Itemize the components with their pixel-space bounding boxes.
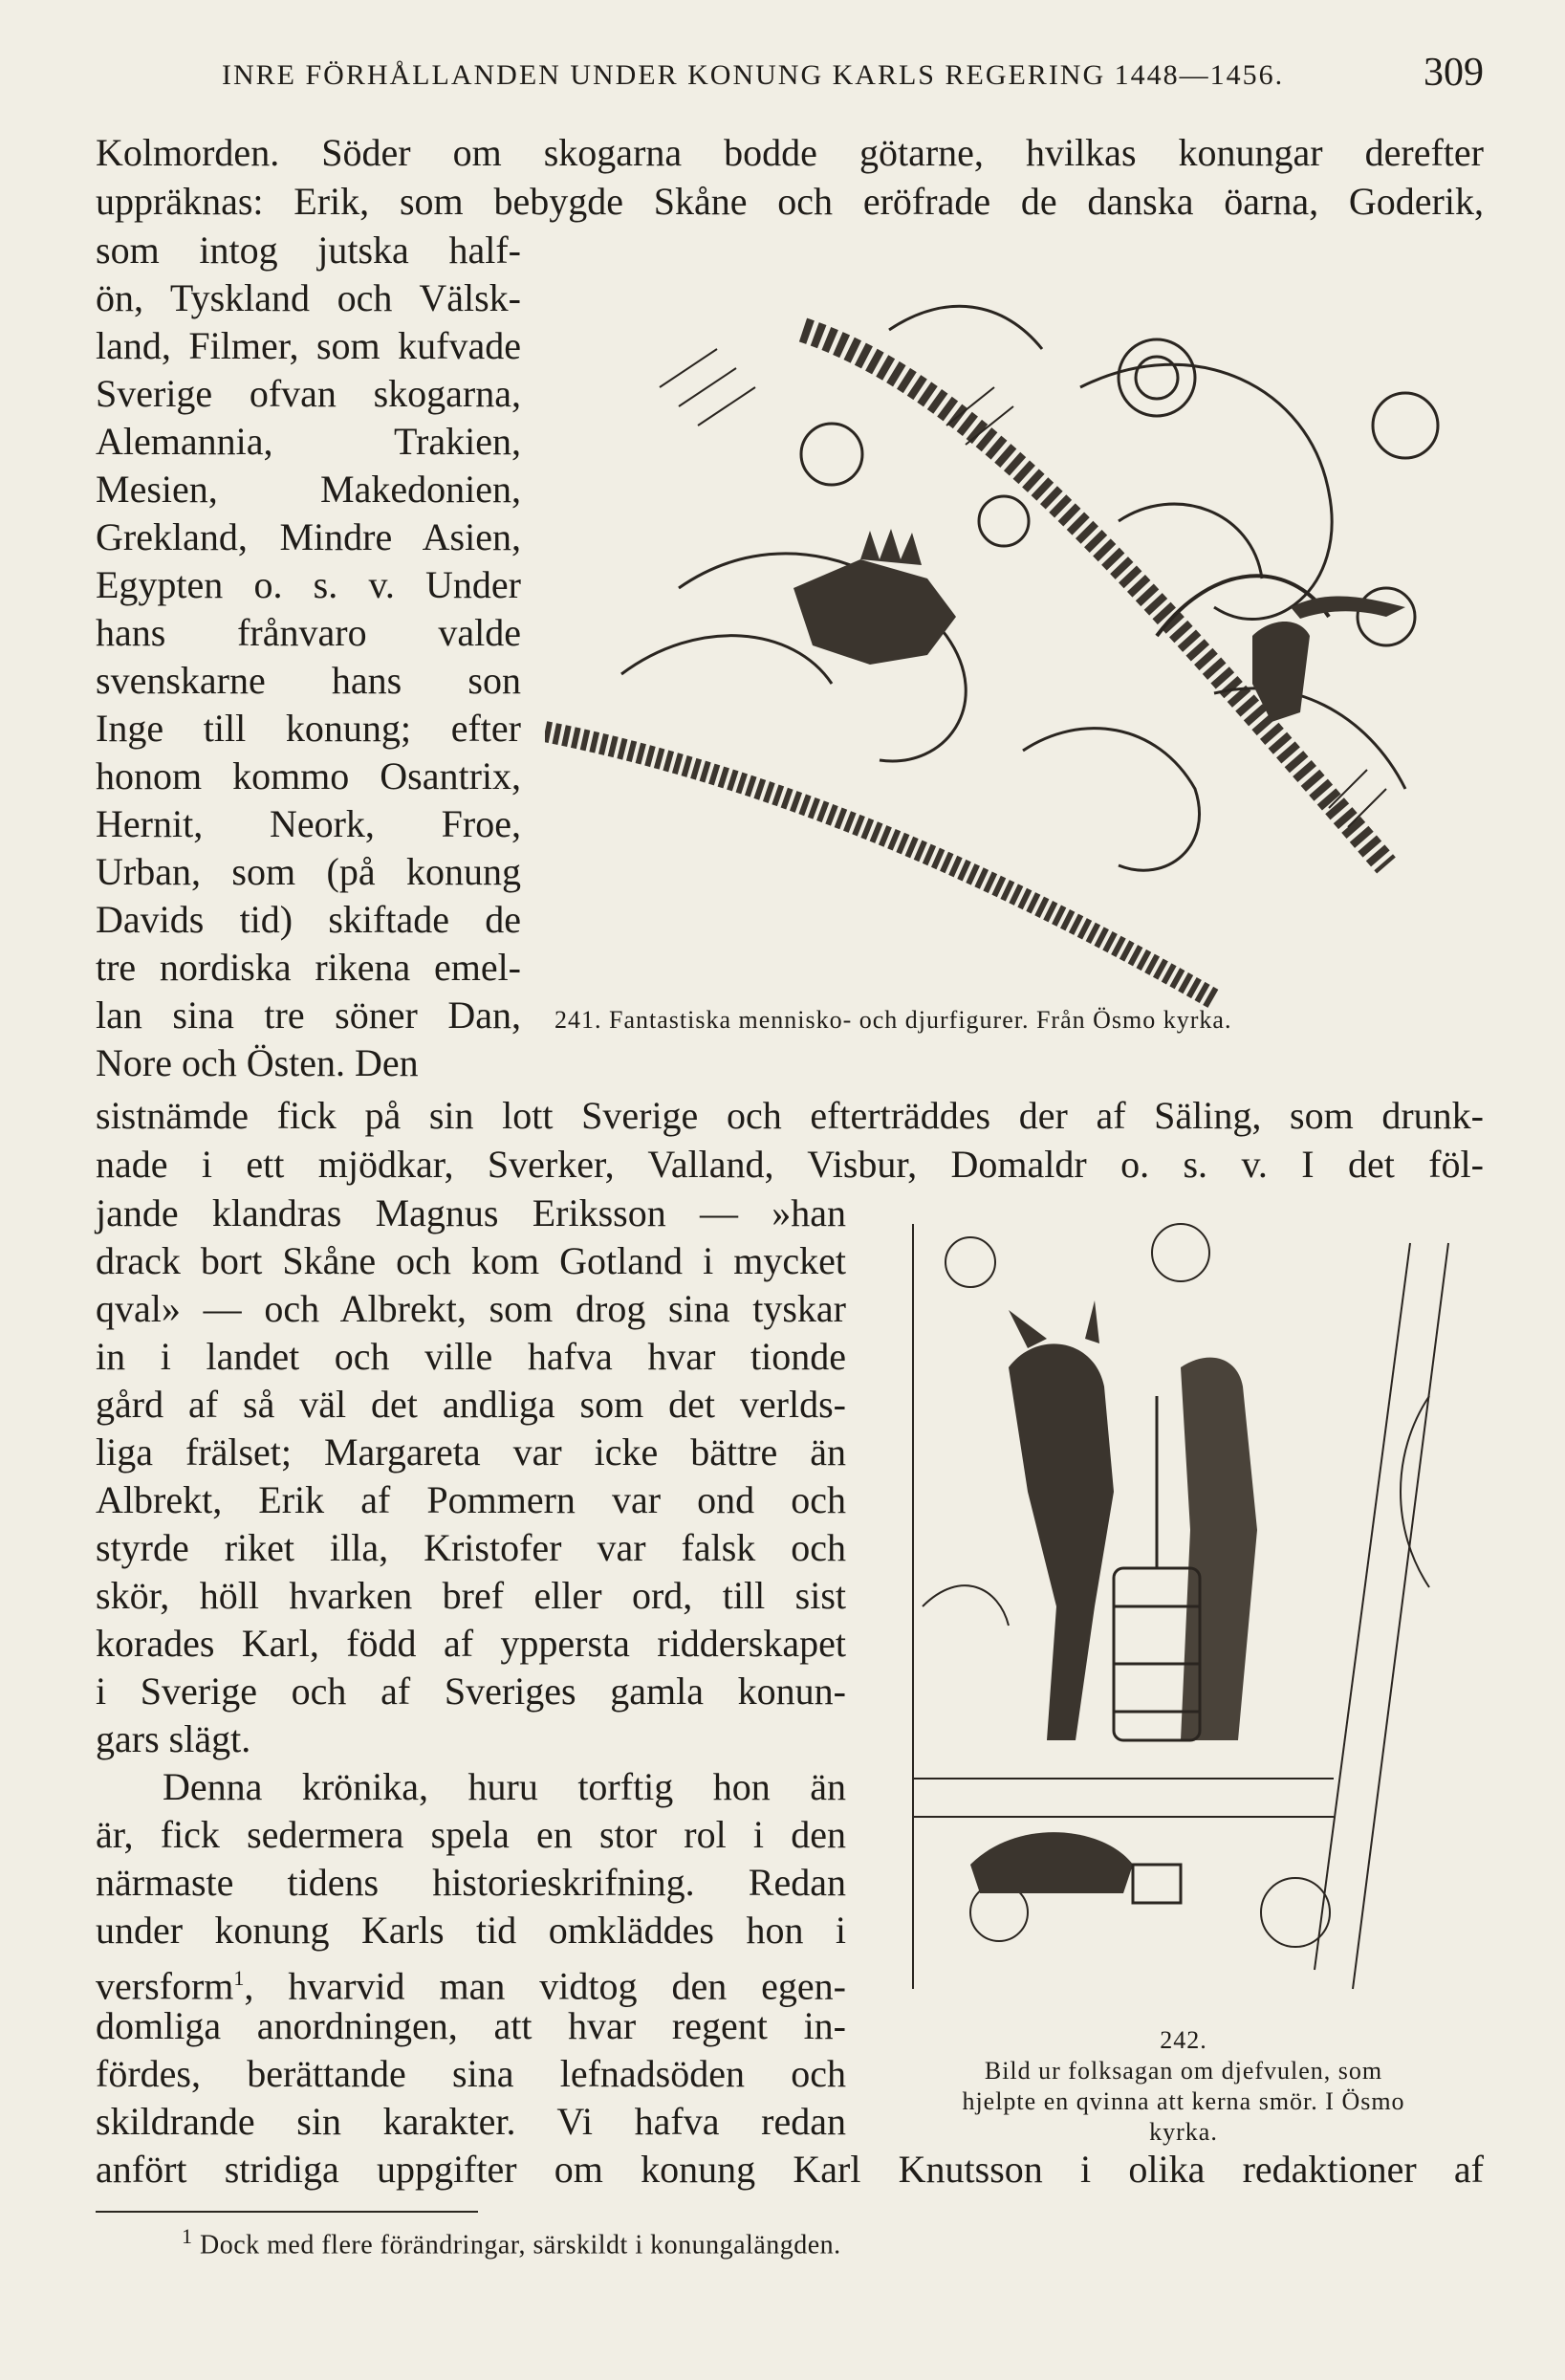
caption-line xyxy=(878,2025,1489,2086)
diagonal-band xyxy=(545,731,1214,999)
text-line: Grekland, Mindre Asien, xyxy=(96,515,521,558)
figure-number: 242. xyxy=(1160,2026,1207,2054)
text-line: drack bort Skåne och kom Gotland i mycket xyxy=(96,1239,846,1282)
scroll-vine xyxy=(621,636,832,684)
rosette xyxy=(1136,357,1178,399)
text-line: gård af så väl det andliga som det verlds- xyxy=(96,1383,846,1426)
text-line: fördes, berättande sina lefnadsöden och xyxy=(96,2052,846,2095)
scroll-vine xyxy=(1214,688,1405,789)
devil-figure xyxy=(1009,1343,1114,1740)
figure-242-illustration xyxy=(894,1205,1467,2018)
text-line: lan sina tre söner Dan, xyxy=(96,993,521,1037)
text-line: korades Karl, född af yppersta ridderskapet xyxy=(96,1622,846,1665)
text-line: Davids tid) skiftade de xyxy=(96,898,521,941)
text-line: Alemannia, Trakien, xyxy=(96,420,521,463)
footnote-marker: 1 xyxy=(182,2224,193,2248)
rosette xyxy=(1152,1224,1209,1281)
rosette xyxy=(801,424,862,485)
scroll-vine xyxy=(1119,504,1262,579)
text-line: närmaste tidens historieskrifning. Redan xyxy=(96,1861,846,1904)
caption-line: hjelpte en qvinna att kerna smör. I Ösmo xyxy=(962,2087,1405,2115)
caption-text: Fantastiska mennisko- och djurfigurer. Från Ösmo kyrka. xyxy=(609,1006,1232,1034)
text-line: Inge till konung; efter xyxy=(96,707,521,750)
figure-241-caption xyxy=(554,1006,1231,1035)
text-line: land, Filmer, som kufvade xyxy=(96,324,521,367)
beast-figure xyxy=(793,559,956,665)
figure-241-illustration xyxy=(545,273,1463,1009)
page-number: 309 xyxy=(1424,51,1484,95)
running-title: INRE FÖRHÅLLANDEN UNDER KONUNG KARLS REGERING 1448—1456. xyxy=(222,59,1285,91)
text-line: sistnämde fick på sin lott Sverige och efterträddes der af Säling, som drunk- xyxy=(96,1094,1484,1137)
text-line: domliga anordningen, att hvar regent in- xyxy=(96,2004,846,2047)
text-line: Sverige ofvan skogarna, xyxy=(96,372,521,415)
text-line: Hernit, Neork, Froe, xyxy=(96,802,521,845)
text-line: hans frånvaro valde xyxy=(96,611,521,654)
text-line: in i landet och ville hafva hvar tionde xyxy=(96,1335,846,1378)
rosette xyxy=(946,1237,995,1287)
leaf-hatching xyxy=(660,349,755,426)
rosette xyxy=(1373,393,1438,458)
text-line: Urban, som (på konung xyxy=(96,850,521,893)
leaf-hatching xyxy=(1329,770,1386,827)
text-line: svenskarne hans son xyxy=(96,659,521,702)
floor-band xyxy=(913,1779,1334,1817)
devil-horns xyxy=(1009,1300,1099,1348)
text-line: Nore och Östen. Den xyxy=(96,1041,419,1084)
text-line: Denna krönika, huru torftig hon än xyxy=(163,1765,846,1808)
text-line: jande klandras Magnus Eriksson — »han xyxy=(96,1191,846,1234)
frame-line xyxy=(1315,1243,1410,1970)
text-line: nade i ett mjödkar, Sverker, Valland, Visbur, Domaldr o. s. v. I det föl- xyxy=(96,1143,1484,1186)
text-line: tre nordiska rikena emel- xyxy=(96,946,521,989)
text-line: är, fick sedermera spela en stor rol i den xyxy=(96,1813,846,1856)
text-line: skildrande sin karakter. Vi hafva redan xyxy=(96,2100,846,2143)
text-line: uppräknas: Erik, som bebygde Skåne och eröfrade de danska öarna, Goderik, xyxy=(96,180,1484,223)
text-line: i Sverige och af Sveriges gamla konun- xyxy=(96,1670,846,1713)
text-line: honom kommo Osantrix, xyxy=(96,754,521,797)
running-head xyxy=(222,50,1484,101)
text-line: Kolmorden. Söder om skogarna bodde götarne, hvilkas konungar derefter xyxy=(96,131,1484,174)
figure-242-caption xyxy=(878,2025,1489,2148)
footnote-ref: 1 xyxy=(233,1966,245,1990)
text-line: Egypten o. s. v. Under xyxy=(96,563,521,606)
bucket xyxy=(1133,1865,1181,1903)
scroll-vine xyxy=(1080,364,1332,619)
scroll-vine xyxy=(923,1585,1009,1626)
caption-text: Bild ur folksagan om djefvulen, som xyxy=(984,2057,1383,2085)
rosette xyxy=(1261,1878,1330,1947)
text-line: under konung Karls tid omkläddes hon i xyxy=(96,1909,846,1952)
rosette xyxy=(979,496,1029,546)
woman-figure xyxy=(1181,1358,1257,1740)
figure-number: 241. xyxy=(554,1006,602,1034)
text-line: Mesien, Makedonien, xyxy=(96,468,521,511)
footnote-text: Dock med flere förändringar, särskildt i konungalängden. xyxy=(200,2230,841,2260)
text-fragment: versform xyxy=(96,1964,234,2008)
footnote xyxy=(182,2224,841,2260)
text-line: liga frälset; Margareta var icke bättre än xyxy=(96,1430,846,1474)
text-line: skör, höll hvarken bref eller ord, till sist xyxy=(96,1574,846,1617)
scroll-vine xyxy=(889,306,1042,349)
text-line: styrde riket illa, Kristofer var falsk och xyxy=(96,1526,846,1569)
caption-line: kyrka. xyxy=(1149,2118,1218,2146)
footnote-rule xyxy=(96,2211,478,2213)
text-fragment: , hvarvid man vidtog den egen- xyxy=(244,1964,846,2008)
scroll-vine xyxy=(1023,729,1200,871)
small-beast xyxy=(970,1832,1133,1893)
frame-line xyxy=(1353,1243,1448,1989)
feathered-headdress xyxy=(1291,596,1405,619)
text-line: som intog jutska half- xyxy=(96,229,521,272)
text-line: gars slägt. xyxy=(96,1717,251,1760)
text-line: Albrekt, Erik af Pommern var ond och xyxy=(96,1478,846,1521)
text-line: qval» — och Albrekt, som drog sina tyskar xyxy=(96,1287,846,1330)
text-line: ön, Tyskland och Välsk- xyxy=(96,276,521,319)
text-line: anfört stridiga uppgifter om konung Karl Knutsson i olika redaktioner af xyxy=(96,2148,1484,2191)
rosette xyxy=(1119,339,1195,416)
beast-mane xyxy=(860,529,922,565)
